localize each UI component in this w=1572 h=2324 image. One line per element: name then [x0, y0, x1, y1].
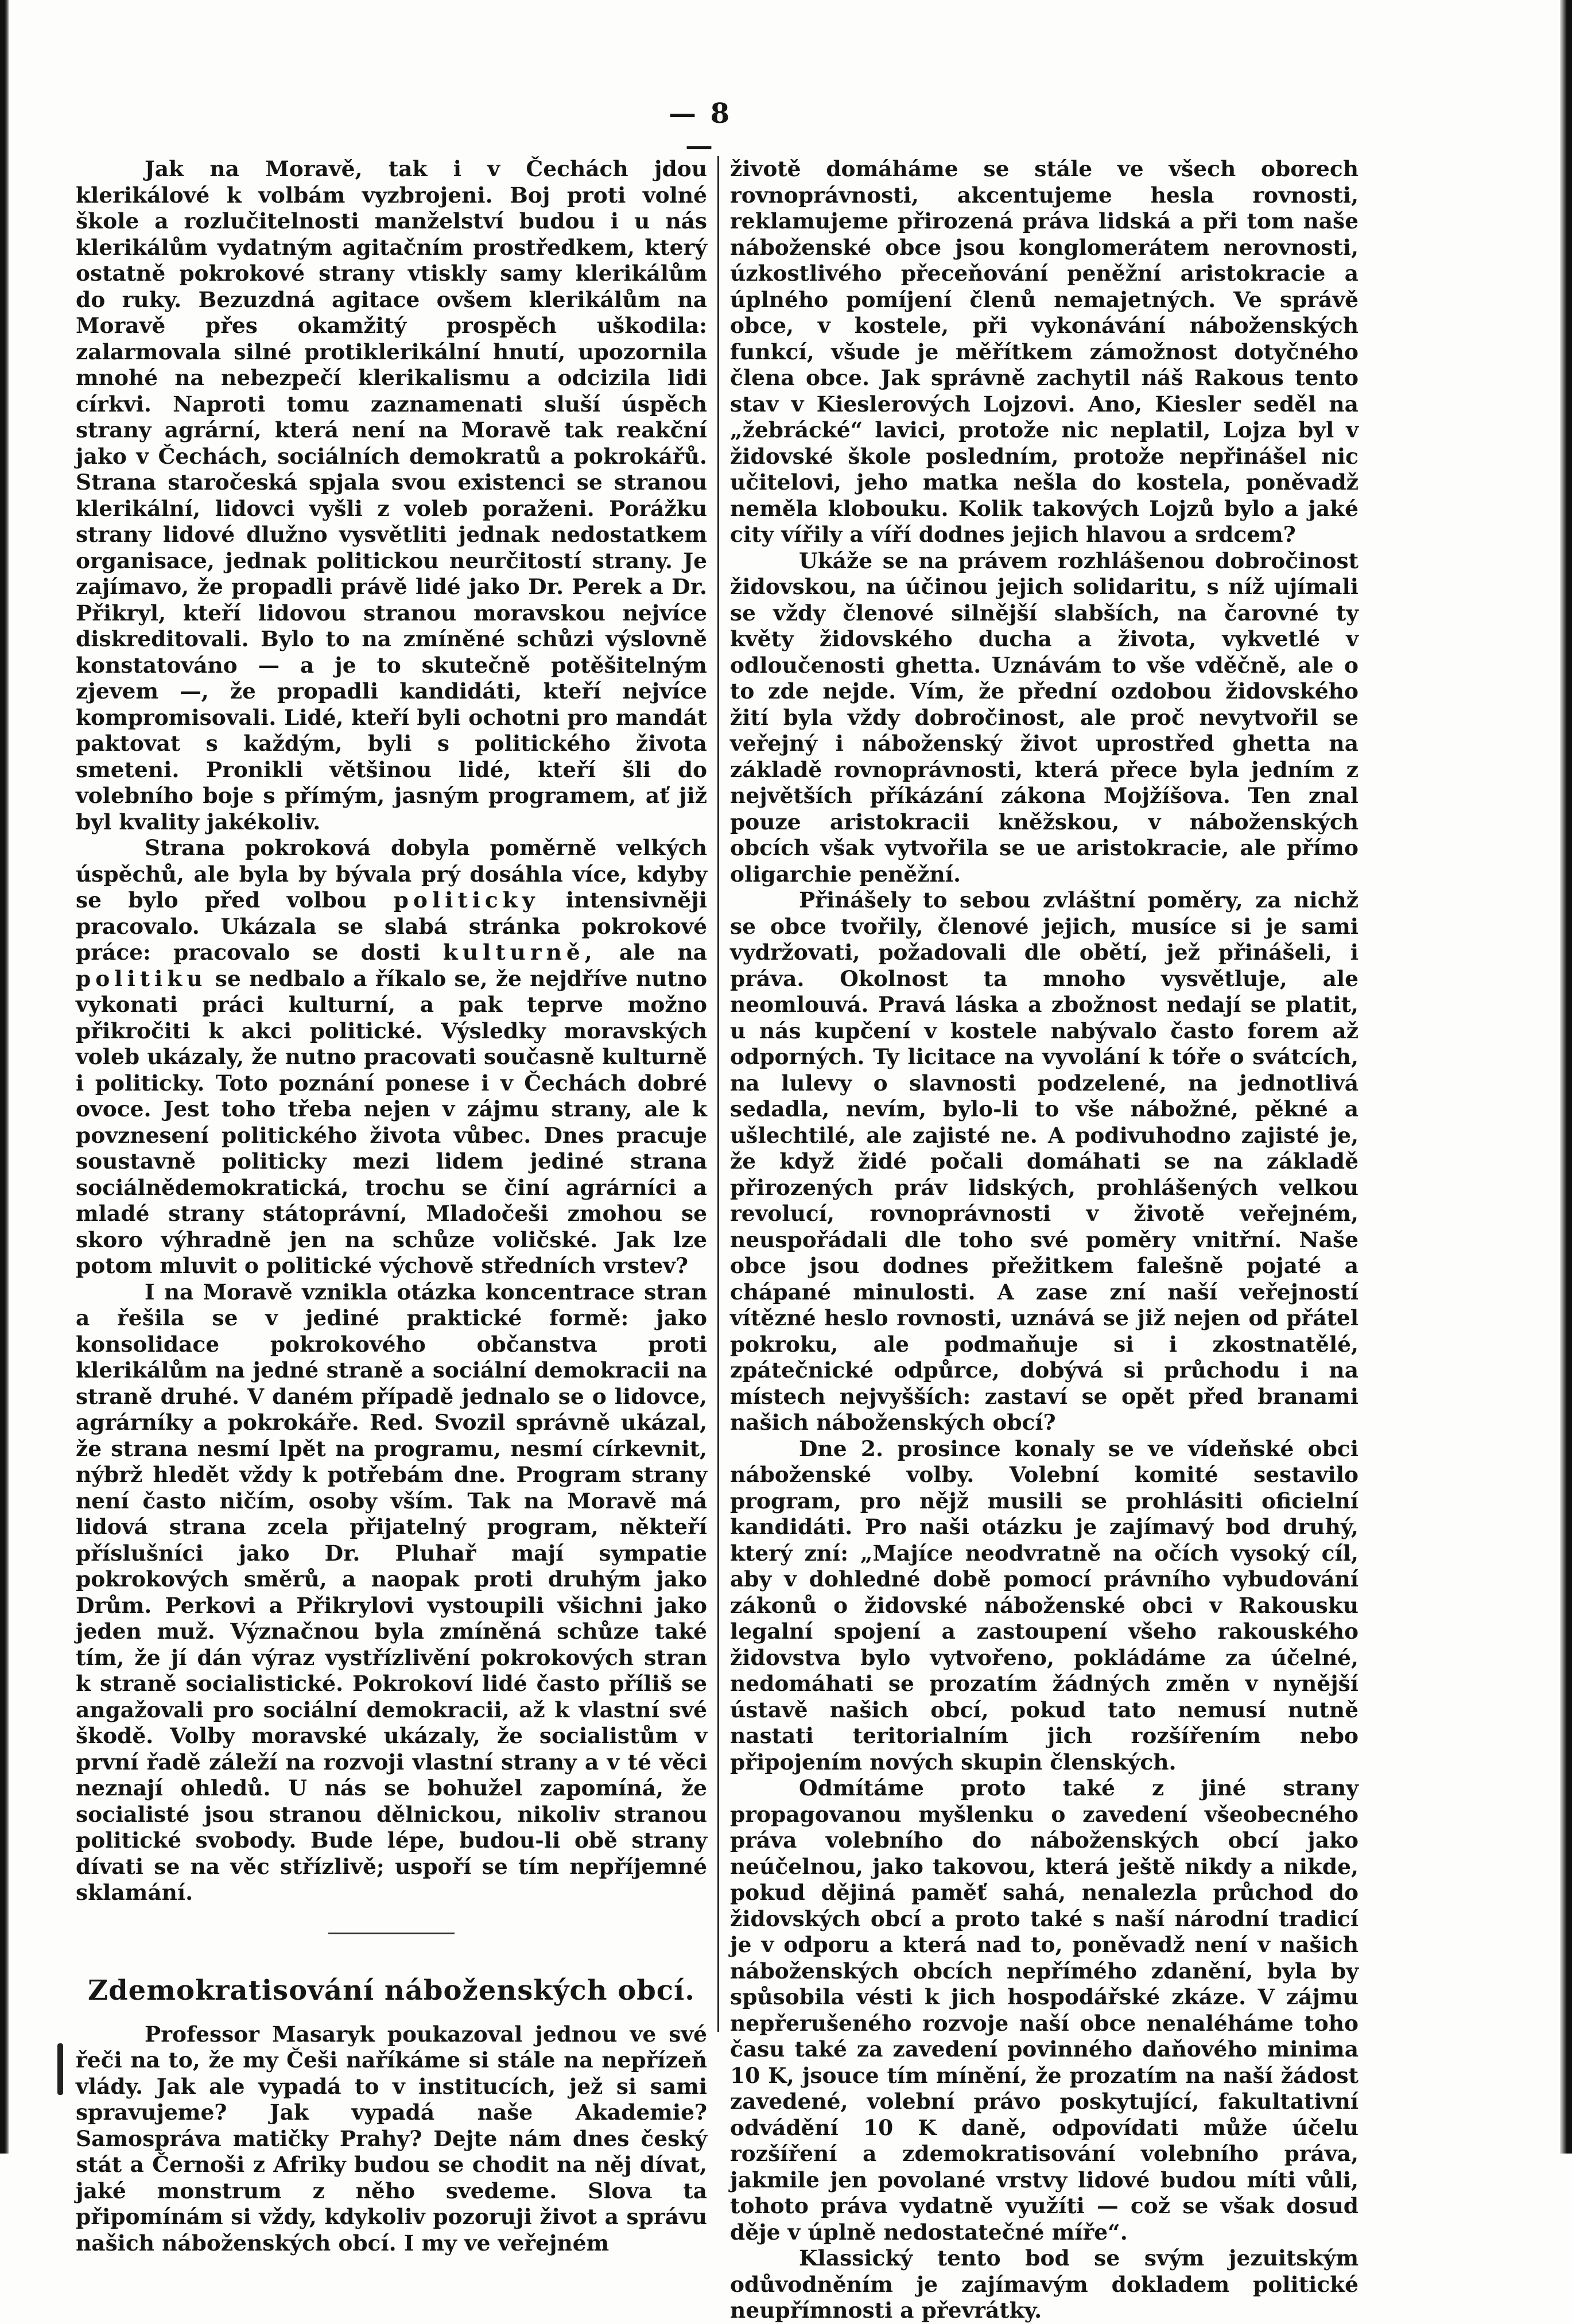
right-paragraph-4: Dne 2. prosince konaly se ve vídeňské obci náboženské volby. Volební komité sestavilo program, pro nějž musili se prohlásiti oficielní kandidáti. Pro naši otázku je zajímavý bod druhý, který zní: „Majíce neodvratně na očích vysoký cíl, aby v dohledné době pomocí právního vybudování zákonů o židovské náboženské obci v Rakousku legalní spojení a zastoupení všeho rakouského židovstva bylo vytvořeno, pokládáme za účelné, nedomáhati se prozatím žádných změn v nynější ústavě našich obcí, pokud tato nemusí nutně nastati teritorialním jich rozšířením nebo připojením nových skupin členských. [730, 1435, 1358, 1775]
right-paragraph-1: životě domáháme se stále ve všech oborech rovnoprávnosti, akcentujeme hesla rovnosti, reklamujeme přirozená práva lidská a při tom naše náboženské obce jsou konglomerátem nerovnosti, úzkostlivého přeceňování peněžní aristokracie a úplného pomíjení členů nemajetných. Ve správě obce, v kostele, při vykonávání náboženských funkcí, všude je měřítkem zámožnost dotyčného člena obce. Jak správně zachytil náš Rakous tento stav v Kieslerových Lojzovi. Ano, Kiesler seděl na „žebrácké“ lavici, protože nic neplatil, Lojza byl v židovské škole posledním, protože nepřinášel nic učitelovi, jeho matka nešla do kostela, poněvadž neměla klobouku. Kolik takových Lojzů bylo a jaké city vířily a víří dodnes jejich hlavou a srdcem? [730, 156, 1358, 547]
article-heading: Zdemokratisování náboženských obcí. [88, 1974, 695, 2007]
column-divider [717, 156, 719, 2032]
emphasis-kulturne: kulturně, [443, 940, 597, 965]
emphasis-politiku: politiku [76, 965, 207, 991]
page-number: — 8 — [668, 98, 732, 162]
scan-binding-mark [57, 2043, 63, 2095]
right-paragraph-5: Odmítáme proto také z jiné strany propagovanou myšlenku o zavedení všeobecného práva volebního do náboženských obcí jako neúčelnou, jako takovou, která ještě nikdy a nikde, pokud dějiná paměť sahá, nenalezla průchod do židovských obcí a proto také s naší národní tradicí je v odporu a která nad to, poněvadž není v našich náboženských obcích nepřímého zdanění, byla by spůsobila vésti k jich hospodářské zkáze. V zájmu nepřerušeného rozvoje naší obce nenaléháme toho času také za zavedení povinného daňového minima 10 K, jsouce tím mínění, že prozatím na naší žádost zavedené, volební právo poskytující, fakultativní odvádění 10 K daně, odpovídati může účelu rozšíření a zdemokratisování volebního práva, jakmile jen povolané vrstvy lidové budou míti vůli, tohoto práva vydatně využíti — což se však dosud děje v úplně nedostatečné míře“. [730, 1775, 1358, 2245]
left-paragraph-1: Jak na Moravě, tak i v Čechách jdou klerikálové k volbám vyzbrojeni. Boj proti volné škole a rozlučitelnosti manželství budou i u nás klerikálům vydatným agitačním prostředkem, který ostatně pokrokové strany vtiskly samy klerikálům do ruky. Bezuzdná agitace ovšem klerikálům na Moravě přes okamžitý prospěch uškodila: zalarmovala silné protiklerikální hnutí, upozornila mnohé na nebezpečí klerikalismu a odcizila lidi církvi. Naproti tomu zaznamenati sluší úspěch strany agrární, která není na Moravě tak reakční jako v Čechách, sociálních demokratů a pokrokářů. Strana staročeská spjala svou existenci se stranou klerikální, lidovci vyšli z voleb poraženi. Porážku strany lidové dlužno vysvětliti jednak nedostatkem organisace, jednak politickou neurčitostí strany. Je zajímavo, že propadli právě lidé jako Dr. Perek a Dr. Přikryl, kteří lidovou stranou moravskou nejvíce diskreditovali. Bylo to na zmíněné schůzi výslovně konstatováno — a je to skutečně potěšitelným zjevem —, že propadli kandidáti, kteří nejvíce kompromisovali. Lidé, kteří byli ochotni pro mandát paktovat s každým, byli s politického života smeteni. Pronikli většinou lidé, kteří šli do volebního boje s přímým, jasným programem, ať již byl kvality jakékoliv. [76, 156, 707, 835]
right-paragraph-3: Přinášely to sebou zvláštní poměry, za nichž se obce tvořily, členové jejich, musíce si je sami vydržovati, požadovali dle obětí, jež přinášeli, i práva. Okolnost ta mnoho vysvětluje, ale neomlouvá. Pravá láska a zbožnost nedají se platit, u nás kupčení v kostele nabývalo často forem až odporných. Ty licitace na vyvolání k tóře o svátcích, na lulevy o slavnosti podzelené, na jednotlivá sedadla, nevím, bylo-li to vše nábožné, pěkné a ušlechtilé, ale zajisté ne. A podivuhodno zajisté je, že když židé počali domáhati se na základě přirozených práv lidských, prohlášených velkou revolucí, rovnoprávnosti v životě veřejném, neuspořádali dle toho své poměry vnitřní. Naše obce jsou dodnes přežitkem falešně pojaté a chápané minulosti. A zase zní naší veřejností vítězné heslo rovnosti, uznává se již nejen od přátel pokroku, ale podmaňuje si i zkostnatělé, zpátečnické odpůrce, dobývá si průchodu i na místech nejvyšších: zastaví se opět před branami našich náboženských obcí? [730, 887, 1358, 1435]
section-separator [328, 1933, 455, 1934]
left-paragraph-2-part-a: Strana pokroková dobyla poměrně velkých úspěchů, ale byla by bývala prý dosáhla více, kdyby se bylo před volbou [76, 835, 707, 913]
emphasis-politicky: politicky [393, 887, 539, 913]
left-paragraph-2 [76, 835, 707, 1279]
left-paragraph-4: Professor Masaryk poukazoval jednou ve své řeči na to, že my Češi naříkáme si stále na nepřízeň vlády. Jak ale vypadá to v institucích, jež si sami spravujeme? Jak vypadá naše Akademie? Samospráva matičky Prahy? Dejte nám dnes český stát a Černoši z Afriky budou se chodit na něj dívat, jaké monstrum z něho svedeme. Slova ta připomínám si vždy, kdykoliv pozoruji život a správu našich náboženských obcí. I my ve veřejném [76, 2021, 707, 2256]
left-paragraph-3: I na Moravě vznikla otázka koncentrace stran a řešila se v jediné praktické formě: jako konsolidace pokrokového občanstva proti klerikálům na jedné straně a sociální demokracii na straně druhé. V daném případě jednalo se o lidovce, agrárníky a pokrokáře. Red. Svozil správně ukázal, že strana nesmí lpět na programu, nesmí církevnit, nýbrž hledět vždy k potřebám dne. Program strany není často ničím, osoby vším. Tak na Moravě má lidová strana zcela přijatelný program, někteří příslušníci jako Dr. Pluhař mají sympatie pokrokových směrů, a naopak proti druhým jako Drům. Perkovi a Přikrylovi vystoupili všichni jako jeden muž. Význačnou byla zmíněná schůze také tím, že jí dán výraz vystřízlivění pokrokových stran k straně socialistické. Pokrokoví lidé často příliš se angažovali pro sociální demokracii, až k vlastní své škodě. Volby moravské ukázaly, že socialistům v první řadě záleží na rozvoji vlastní strany a v té věci neznají ohledů. U nás se bohužel zapomíná, že socialisté jsou stranou dělnickou, nikoliv stranou politické svobody. Bude lépe, budou-li obě strany dívati se na věc střízlivě; uspoří se tím nepříjemné sklamání. [76, 1279, 707, 1905]
right-column [730, 156, 1358, 2323]
right-paragraph-2: Ukáže se na právem rozhlášenou dobročinost židovskou, na účinou jejich solidaritu, s níž ujímali se vždy členové silnější slabších, na čarovné ty květy židovského ducha a života, vykvetlé v odloučenosti ghetta. Uznávám to vše vděčně, ale o to zde nejde. Vím, že přední ozdobou židovského žití byla vždy dobročinost, ale proč nevytvořil se veřejný i náboženský život uprostřed ghetta na základě rovnoprávnosti, která přece byla jedním z největších příkázání zákona Mojžíšova. Ten znal pouze aristokracii kněžskou, v náboženských obcích však vytvořila se ue aristokracie, ale přímo oligarchie peněžní. [730, 548, 1358, 887]
scan-left-edge [0, 0, 9, 2154]
left-paragraph-2-part-e: ale na [619, 940, 707, 965]
left-column [76, 156, 707, 2256]
right-paragraph-6: Klassický tento bod se svým jezuitským odůvodněním je zajímavým dokladem politické neupřímnosti a převrátky. [730, 2245, 1358, 2323]
scan-right-edge [1560, 0, 1572, 2154]
left-paragraph-2-part-g: se nedbalo a říkalo se, že nejdříve nutno vykonati práci kulturní, a pak teprve možno přikročiti k akci politické. Výsledky moravských voleb ukázaly, že nutno pracovati současně kulturně i politicky. Toto poznání ponese i v Čechách dobré ovoce. Jest toho třeba nejen v zájmu strany, ale k povznesení politického života vůbec. Dnes pracuje soustavně politicky mezi lidem jediné strana sociálnědemokratická, trochu se činí agrárníci a mladé strany státoprávní, Mladočeši zmohou se skoro výhradně jen na schůze voličské. Jak lze potom mluvit o politické výchově středních vrstev? [76, 965, 707, 1278]
left-paragraph-2-part-c: intensivněji pracovalo. Ukázala se slabá stránka pokrokové práce: pracovalo se dosti [76, 887, 707, 965]
